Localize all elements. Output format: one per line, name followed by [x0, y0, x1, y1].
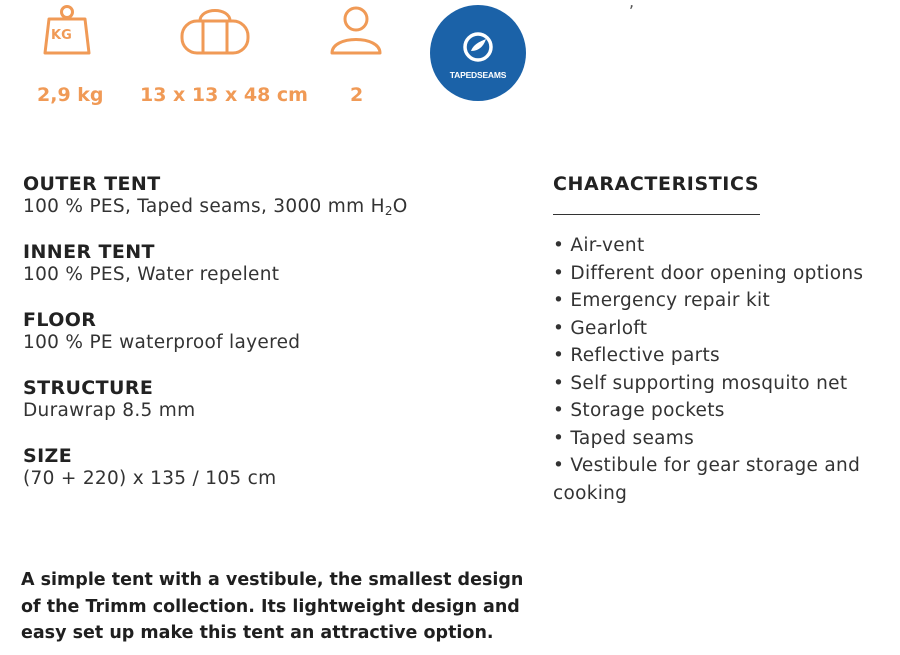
- spec-size: [23, 445, 408, 513]
- spec-inner-tent: [23, 241, 408, 309]
- bag-icon: [178, 3, 252, 55]
- spec-title: OUTER TENT: [23, 173, 161, 195]
- weight-icon-label: KG: [51, 28, 72, 43]
- list-item: • Emergency repair kit: [553, 290, 771, 311]
- list-item: • Gearloft: [553, 317, 648, 339]
- person-value: 2: [350, 84, 364, 106]
- spec-value: Durawrap 8.5 mm: [23, 400, 196, 421]
- list-item: • Air-vent: [553, 235, 645, 256]
- spec-value-text: 100 % PES, Taped seams, 3000 mm H: [23, 196, 385, 217]
- specs-list: [23, 173, 408, 513]
- spec-floor: [23, 309, 408, 377]
- characteristics-title: CHARACTERISTICS: [553, 173, 760, 195]
- characteristics-section: [553, 173, 893, 507]
- spec-value: [23, 195, 408, 223]
- spec-title: FLOOR: [23, 309, 97, 331]
- list-item: • Reflective parts: [553, 345, 720, 366]
- spec-value: (70 + 220) x 135 / 105 cm: [23, 468, 277, 489]
- taped-seams-label: TAPEDSEAMS: [449, 70, 507, 80]
- bag-value: 13 x 13 x 48 cm: [140, 84, 308, 106]
- list-item: • Vestibule for gear storage and cooking: [553, 455, 861, 504]
- person-icon: [328, 5, 384, 55]
- weight-value: 2,9 kg: [37, 84, 104, 106]
- product-description: A simple tent with a vestibule, the smallest design of the Trimm collection. Its lightweight design and easy set up make this tent an attractive option.: [21, 570, 524, 643]
- list-item: • Taped seams: [553, 427, 695, 449]
- taped-seams-badge: [430, 5, 526, 101]
- spec-title: STRUCTURE: [23, 377, 154, 399]
- spec-value: 100 % PES, Water repelent: [23, 264, 280, 285]
- list-item: • Storage pockets: [553, 400, 725, 421]
- spec-structure: [23, 377, 408, 445]
- spec-value-suffix: O: [392, 196, 408, 217]
- spec-outer-tent: [23, 173, 408, 241]
- characteristics-list: [553, 232, 893, 507]
- spec-title: INNER TENT: [23, 241, 155, 263]
- list-item: • Self supporting mosquito net: [553, 372, 848, 394]
- cropped-punctuation: ,: [629, 0, 635, 11]
- taped-seams-icon: [462, 31, 494, 67]
- spec-title: SIZE: [23, 445, 73, 467]
- spec-value: 100 % PE waterproof layered: [23, 332, 301, 353]
- divider: [553, 214, 760, 215]
- list-item: • Different door opening options: [553, 262, 864, 284]
- spec-value-subscript: 2: [384, 204, 393, 218]
